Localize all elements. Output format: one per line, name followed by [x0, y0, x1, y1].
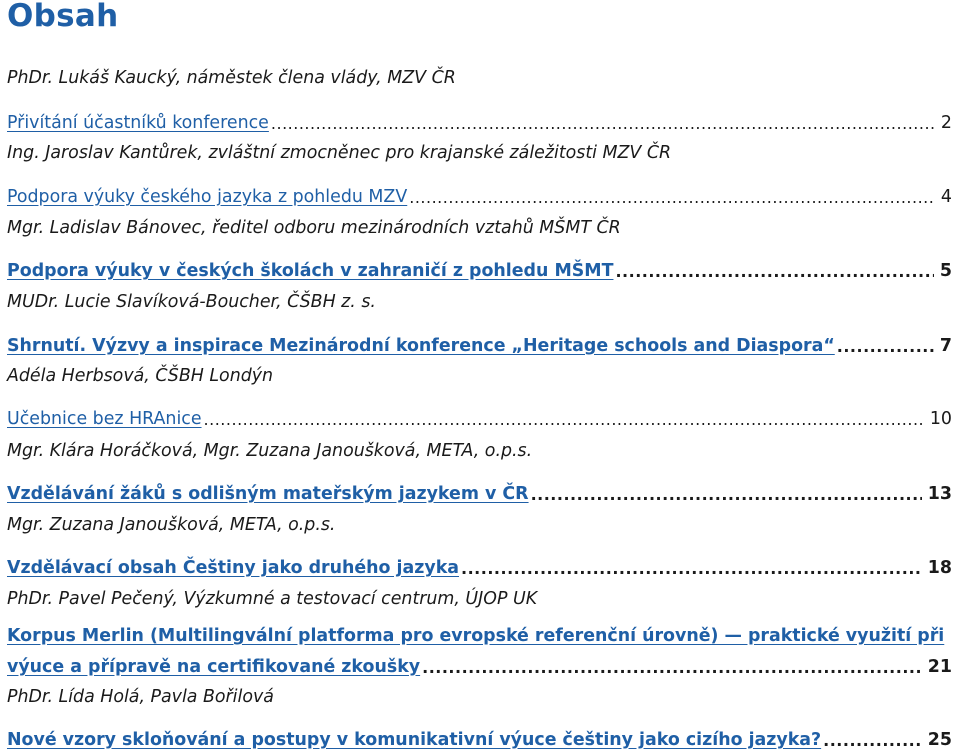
leader-dots — [422, 658, 922, 677]
toc-entry[interactable] — [7, 552, 952, 578]
toc-entry[interactable] — [7, 181, 952, 207]
page-number: 13 — [927, 484, 952, 504]
page-number: 10 — [929, 409, 952, 429]
toc-entry[interactable] — [7, 107, 952, 133]
toc-link[interactable]: Přivítání účastníků konference — [7, 113, 269, 133]
toc-entry[interactable] — [7, 255, 952, 281]
leader-dots — [204, 410, 924, 429]
page-title: Obsah — [7, 0, 119, 34]
page-number: 5 — [939, 261, 952, 281]
toc-entry[interactable] — [7, 403, 952, 429]
page-number: 21 — [927, 657, 952, 677]
leader-dots — [837, 337, 934, 356]
leader-dots — [615, 262, 933, 281]
leader-dots — [461, 559, 922, 578]
entry-author: Adéla Herbsová, ČŠBH Londýn — [7, 366, 274, 386]
page-number: 2 — [940, 113, 952, 133]
toc-entry[interactable] — [7, 651, 952, 677]
toc-entry[interactable] — [7, 724, 952, 750]
toc-link[interactable]: Vzdělávací obsah Češtiny jako druhého jazyka — [7, 558, 460, 578]
entry-author: Mgr. Ladislav Bánovec, ředitel odboru mezinárodních vztahů MŠMT ČR — [7, 218, 621, 238]
entry-author: PhDr. Lída Holá, Pavla Bořilová — [7, 687, 274, 707]
leader-dots — [531, 485, 922, 504]
entry-author: Mgr. Zuzana Janoušková, META, o.p.s. — [7, 515, 336, 535]
toc-link[interactable]: Podpora výuky v českých školách v zahraničí z pohledu MŠMT — [7, 261, 614, 281]
page-number: 4 — [940, 187, 952, 207]
toc-link[interactable]: Vzdělávání žáků s odlišným mateřským jazykem v ČR — [7, 484, 529, 504]
leader-dots — [409, 188, 935, 207]
entry-author: Ing. Jaroslav Kantůrek, zvláštní zmocněnec pro krajanské záležitosti MZV ČR — [7, 143, 672, 163]
toc-entry[interactable] — [7, 478, 952, 504]
entry-author: PhDr. Lukáš Kaucký, náměstek člena vlády, MZV ČR — [7, 68, 456, 88]
page-number: 7 — [939, 336, 952, 356]
toc-link[interactable]: Učebnice bez HRAnice — [7, 409, 202, 429]
toc-link[interactable]: Shrnutí. Výzvy a inspirace Mezinárodní konference „Heritage schools and Diaspora“ — [7, 336, 835, 356]
toc-entry[interactable] — [7, 330, 952, 356]
leader-dots — [823, 731, 922, 750]
entry-author: PhDr. Pavel Pečený, Výzkumné a testovací centrum, ÚJOP UK — [7, 589, 538, 609]
toc-link[interactable]: výuce a přípravě na certifikované zkoušky — [7, 657, 421, 677]
entry-author: MUDr. Lucie Slavíková-Boucher, ČŠBH z. s. — [7, 292, 376, 312]
toc-link-line[interactable] — [7, 626, 952, 646]
page-number: 18 — [927, 558, 952, 578]
toc-link-part[interactable]: Korpus Merlin (Multilingvální platforma pro evropské referenční úrovně) — praktické využití při — [7, 626, 945, 646]
leader-dots — [271, 114, 935, 133]
toc-link[interactable]: Podpora výuky českého jazyka z pohledu MZV — [7, 187, 408, 207]
entry-author: Mgr. Klára Horáčková, Mgr. Zuzana Janoušková, META, o.p.s. — [7, 441, 533, 461]
toc-link[interactable]: Nové vzory skloňování a postupy v komunikativní výuce češtiny jako cizího jazyka? — [7, 730, 822, 750]
page-number: 25 — [927, 730, 952, 750]
